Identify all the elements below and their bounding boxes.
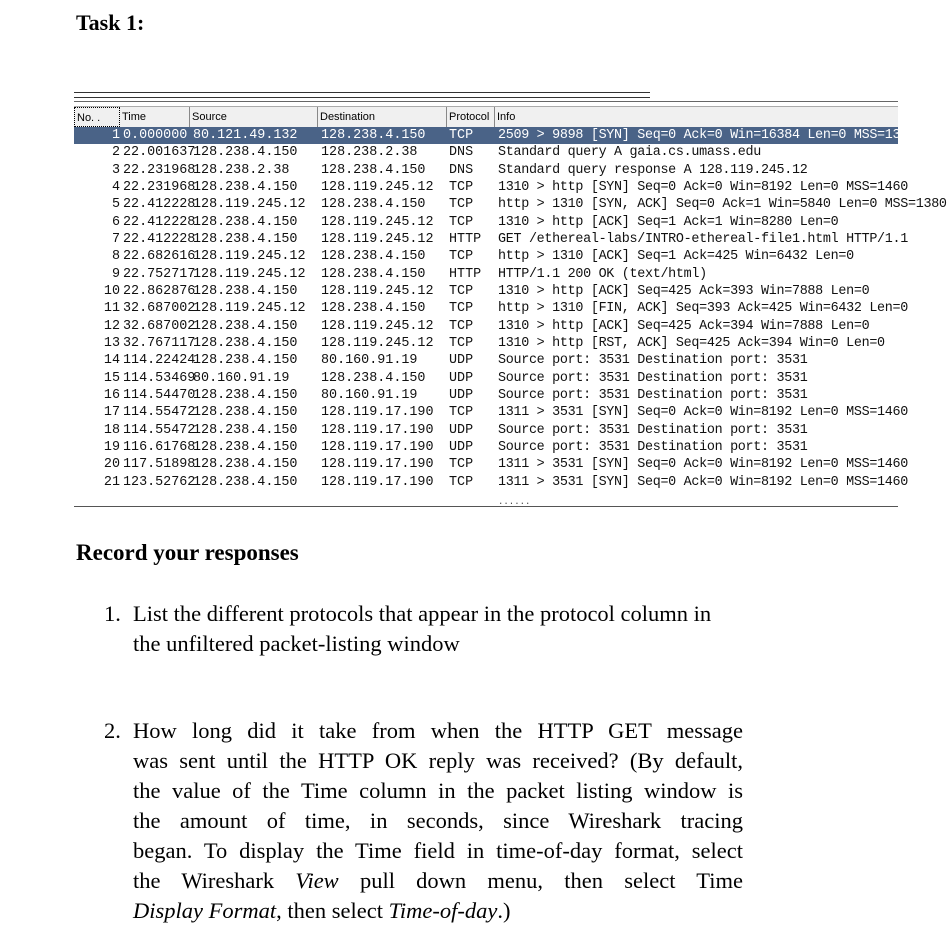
packet-row[interactable] — [74, 335, 898, 352]
packet-info: Source port: 3531 Destination port: 3531 — [498, 353, 808, 369]
packet-destination: 128.119.245.12 — [321, 335, 434, 351]
column-header-destination[interactable]: Destination — [318, 107, 447, 127]
packet-row[interactable] — [74, 387, 898, 404]
packet-number: 20 — [103, 457, 120, 473]
packet-number: 5 — [111, 197, 120, 213]
packet-time: 114.22424 — [123, 353, 196, 369]
packet-source: 128.238.4.150 — [193, 439, 298, 455]
question-line — [133, 866, 743, 896]
packet-destination: 128.119.245.12 — [321, 231, 434, 247]
packet-time: 114.55472 — [123, 422, 196, 438]
packet-source: 128.238.4.150 — [193, 335, 298, 351]
packet-number: 3 — [111, 162, 120, 178]
packet-info: Standard query response A 128.119.245.12 — [498, 162, 808, 178]
packet-source: 128.238.4.150 — [193, 422, 298, 438]
packet-info: 1310 > http [ACK] Seq=425 Ack=394 Win=7888 Len=0 — [498, 318, 870, 334]
packet-row[interactable] — [74, 422, 898, 439]
packet-source: 128.238.4.150 — [193, 353, 298, 369]
packet-source: 128.238.4.150 — [193, 179, 298, 195]
menu-name-time-of-day: Time-of-day — [388, 898, 498, 923]
packet-row[interactable] — [74, 300, 908, 317]
packet-time: 32.687002 — [123, 318, 196, 334]
packet-info: GET /ethereal-labs/INTRO-ethereal-file1.html HTTP/1.1 — [498, 231, 908, 247]
packet-source: 128.119.245.12 — [193, 197, 306, 213]
packet-source: 128.238.4.150 — [193, 214, 298, 230]
packet-info: 1310 > http [ACK] Seq=425 Ack=393 Win=7888 Len=0 — [498, 283, 870, 299]
packet-number: 7 — [111, 231, 120, 247]
packet-time: 114.55472 — [123, 405, 196, 421]
packet-source: 128.238.2.38 — [193, 162, 290, 178]
packet-protocol: UDP — [449, 370, 474, 386]
question-text-run: pull down menu, then select Time — [338, 868, 743, 893]
scroll-indicator: ...... — [498, 497, 531, 507]
packet-info: Source port: 3531 Destination port: 3531 — [498, 387, 808, 403]
packet-time: 22.412228 — [123, 231, 196, 247]
packet-source: 128.119.245.12 — [193, 266, 306, 282]
packet-info: http > 1310 [SYN, ACK] Seq=0 Ack=1 Win=5840 Len=0 MSS=1380 — [498, 197, 947, 213]
question-line: How long did it take from when the HTTP GET message — [133, 718, 743, 743]
packet-protocol: TCP — [449, 335, 474, 351]
question-line — [133, 896, 743, 926]
column-header-no[interactable]: No. . — [74, 107, 120, 127]
packet-row[interactable] — [74, 404, 908, 421]
packet-info: Source port: 3531 Destination port: 3531 — [498, 439, 808, 455]
packet-row[interactable] — [74, 370, 898, 387]
packet-destination: 128.238.4.150 — [321, 162, 426, 178]
packet-destination: 128.119.17.190 — [321, 405, 434, 421]
packet-list-header — [74, 106, 898, 128]
packet-protocol: UDP — [449, 387, 474, 403]
packet-time: 123.52762 — [123, 474, 196, 490]
packet-time: 22.752717 — [123, 266, 196, 282]
packet-protocol: UDP — [449, 353, 474, 369]
packet-row[interactable] — [74, 162, 898, 179]
packet-protocol: TCP — [449, 128, 474, 143]
question-line: List the different protocols that appear in the protocol column in — [133, 601, 712, 626]
packet-destination: 128.238.4.150 — [321, 301, 426, 317]
packet-time: 22.001637 — [123, 145, 196, 161]
packet-info: Source port: 3531 Destination port: 3531 — [498, 370, 808, 386]
packet-number: 1 — [111, 128, 120, 143]
packet-number: 19 — [103, 439, 120, 455]
packet-time: 22.412228 — [123, 214, 196, 230]
packet-time: 22.231968 — [123, 179, 196, 195]
question-number: 2. — [104, 718, 121, 743]
packet-protocol: DNS — [449, 145, 474, 161]
menu-name-view: View — [295, 868, 339, 893]
packet-source: 128.238.4.150 — [193, 231, 298, 247]
packet-destination: 128.119.245.12 — [321, 214, 434, 230]
packet-protocol: TCP — [449, 179, 474, 195]
packet-destination: 80.160.91.19 — [321, 353, 418, 369]
packet-time: 114.54470 — [123, 387, 196, 403]
packet-number: 14 — [103, 353, 120, 369]
packet-info: 2509 > 9898 [SYN] Seq=0 Ack=0 Win=16384 Len=0 MSS=1380 — [498, 128, 916, 143]
packet-destination: 128.119.17.190 — [321, 457, 434, 473]
question-text — [133, 599, 833, 659]
task-title: Task 1: — [76, 10, 145, 35]
packet-row[interactable] — [74, 179, 908, 196]
packet-destination: 80.160.91.19 — [321, 387, 418, 403]
packet-row[interactable] — [74, 474, 908, 491]
window-frame-line — [74, 92, 650, 98]
packet-info: http > 1310 [FIN, ACK] Seq=393 Ack=425 Win=6432 Len=0 — [498, 301, 908, 317]
packet-info: 1310 > http [RST, ACK] Seq=425 Ack=394 Win=0 Len=0 — [498, 335, 885, 351]
packet-destination: 128.119.17.190 — [321, 439, 434, 455]
packet-number: 6 — [111, 214, 120, 230]
packet-number: 8 — [111, 249, 120, 265]
packet-number: 13 — [103, 335, 120, 351]
packet-source: 128.238.4.150 — [193, 283, 298, 299]
packet-protocol: TCP — [449, 197, 474, 213]
packet-destination: 128.238.4.150 — [321, 249, 426, 265]
packet-time: 117.51898 — [123, 457, 196, 473]
packet-info: Source port: 3531 Destination port: 3531 — [498, 422, 808, 438]
packet-time: 0.000000 — [123, 128, 188, 143]
packet-info: 1311 > 3531 [SYN] Seq=0 Ack=0 Win=8192 Len=0 MSS=1460 — [498, 474, 908, 490]
packet-time: 22.862876 — [123, 283, 196, 299]
packet-destination: 128.238.4.150 — [321, 197, 426, 213]
section-title: Record your responses — [76, 540, 299, 565]
packet-protocol: TCP — [449, 249, 474, 265]
packet-row[interactable] — [74, 283, 898, 300]
packet-destination: 128.238.2.38 — [321, 145, 418, 161]
packet-source: 128.238.4.150 — [193, 318, 298, 334]
packet-number: 17 — [103, 405, 120, 421]
question-line: the unfiltered packet-listing window — [133, 631, 460, 656]
packet-protocol: UDP — [449, 422, 474, 438]
packet-rows — [74, 127, 947, 491]
packet-destination: 128.119.17.190 — [321, 422, 434, 438]
packet-row[interactable] — [74, 266, 898, 283]
packet-protocol: TCP — [449, 301, 474, 317]
packet-info: 1310 > http [SYN] Seq=0 Ack=0 Win=8192 Len=0 MSS=1460 — [498, 179, 908, 195]
packet-number: 4 — [111, 179, 120, 195]
question-text-run: , then select — [276, 898, 389, 923]
packet-info: http > 1310 [ACK] Seq=1 Ack=425 Win=6432 Len=0 — [498, 249, 854, 265]
packet-row[interactable] — [74, 248, 898, 265]
packet-number: 21 — [103, 474, 120, 490]
packet-source: 128.238.4.150 — [193, 145, 298, 161]
packet-number: 12 — [103, 318, 120, 334]
packet-row[interactable] — [74, 456, 908, 473]
packet-list-screenshot — [74, 92, 947, 514]
question-text-run: the Wireshark — [133, 868, 296, 893]
packet-destination: 128.238.4.150 — [321, 266, 426, 282]
packet-destination: 128.238.4.150 — [321, 370, 426, 386]
packet-info: 1310 > http [ACK] Seq=1 Ack=1 Win=8280 Len=0 — [498, 214, 839, 230]
packet-info: 1311 > 3531 [SYN] Seq=0 Ack=0 Win=8192 Len=0 MSS=1460 — [498, 457, 908, 473]
packet-row[interactable] — [74, 214, 898, 231]
question-line: the amount of time, in seconds, since Wireshark tracing — [133, 808, 743, 833]
question-text-run: .) — [497, 898, 511, 923]
packet-protocol: TCP — [449, 457, 474, 473]
packet-protocol: DNS — [449, 162, 474, 178]
column-header-source[interactable]: Source — [190, 107, 318, 127]
window-frame-line — [74, 506, 898, 507]
packet-row[interactable] — [74, 352, 898, 369]
packet-source: 80.121.49.132 — [193, 128, 298, 143]
packet-time: 22.412228 — [123, 197, 196, 213]
packet-protocol: TCP — [449, 318, 474, 334]
packet-number: 9 — [111, 266, 120, 282]
packet-row[interactable] — [74, 144, 898, 161]
packet-source: 128.119.245.12 — [193, 301, 306, 317]
question-line: the value of the Time column in the packet listing window is — [133, 778, 743, 803]
packet-info: 1311 > 3531 [SYN] Seq=0 Ack=0 Win=8192 Len=0 MSS=1460 — [498, 405, 908, 421]
packet-protocol: TCP — [449, 474, 474, 490]
question-line: was sent until the HTTP OK reply was received? (By default, — [133, 748, 743, 773]
window-frame-line — [74, 101, 898, 102]
question-number: 1. — [104, 601, 121, 626]
packet-time: 22.682616 — [123, 249, 196, 265]
packet-protocol: TCP — [449, 214, 474, 230]
packet-source: 128.238.4.150 — [193, 405, 298, 421]
column-header-info[interactable]: Info — [497, 111, 516, 123]
packet-row[interactable] — [74, 127, 916, 144]
packet-protocol: TCP — [449, 283, 474, 299]
packet-number: 16 — [103, 387, 120, 403]
packet-destination: 128.238.4.150 — [321, 128, 426, 143]
packet-protocol: HTTP — [449, 266, 482, 282]
packet-number: 15 — [103, 370, 120, 386]
packet-protocol: TCP — [449, 405, 474, 421]
packet-time: 32.767117 — [123, 335, 196, 351]
packet-source: 128.238.4.150 — [193, 457, 298, 473]
packet-destination: 128.119.245.12 — [321, 179, 434, 195]
packet-number: 2 — [111, 145, 120, 161]
packet-destination: 128.119.17.190 — [321, 474, 434, 490]
packet-info: Standard query A gaia.cs.umass.edu — [498, 145, 762, 161]
packet-protocol: HTTP — [449, 231, 482, 247]
packet-source: 128.119.245.12 — [193, 249, 306, 265]
packet-time: 22.231968 — [123, 162, 196, 178]
column-header-protocol[interactable]: Protocol — [447, 107, 495, 127]
packet-row[interactable] — [74, 231, 908, 248]
packet-source: 128.238.4.150 — [193, 474, 298, 490]
packet-number: 18 — [103, 422, 120, 438]
packet-info: HTTP/1.1 200 OK (text/html) — [498, 266, 707, 282]
packet-number: 11 — [103, 301, 120, 317]
question-text — [133, 716, 743, 926]
packet-time: 116.61768 — [123, 439, 196, 455]
packet-source: 80.160.91.19 — [193, 370, 290, 386]
column-header-time[interactable]: Time — [120, 107, 190, 127]
menu-name-display-format: Display Format — [133, 898, 277, 923]
packet-time: 32.687002 — [123, 301, 196, 317]
packet-protocol: UDP — [449, 439, 474, 455]
packet-source: 128.238.4.150 — [193, 387, 298, 403]
packet-row[interactable] — [74, 196, 947, 213]
question-line: began. To display the Time field in time-of-day format, select — [133, 838, 743, 863]
packet-row[interactable] — [74, 318, 898, 335]
packet-number: 10 — [103, 283, 120, 299]
packet-destination: 128.119.245.12 — [321, 318, 434, 334]
packet-row[interactable] — [74, 439, 898, 456]
packet-destination: 128.119.245.12 — [321, 283, 434, 299]
packet-time: 114.53469 — [123, 370, 196, 386]
